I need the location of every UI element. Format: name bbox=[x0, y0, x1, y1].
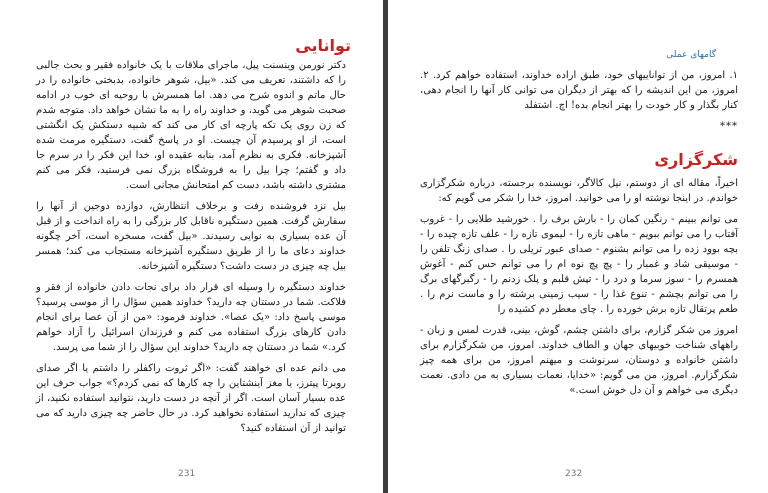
body-paragraph: امروز من شکر گزارم، برای داشتن چشم، گوش، بینی، قدرت لمس و زبان - راههای شناخت خوبیهای جهان و الطاف خداوند. امروز، من شکرگزارم برای داشتن خانواده و دوستان، سرنوشت و میهنم امروز، من برای همه چیز شکرگزارم. امروز، من می گویم: «خدایا، نعمات بسیاری به من دادی. نعمت دیگری می خواهم و آن دل خوش است.» bbox=[420, 325, 738, 396]
left-page bbox=[0, 0, 383, 493]
body-paragraph: می توانم ببینم - رنگین کمان را - بارش برف را . خورشید طلایی را - غروب آفتاب را می توانم ببویم - ماهی تازه را - لیموی تازه را - علف تازه چیده را - بچه بوود زده را می توانم بشنوم - صدای عبور تریلی را . صدای زنگ تلفن را - موسیقی شاد و غمبار را - پچ پچ نوه ام را می توانم حس کنم - آغوش همسرم را - سوز سرما و درد را - تپش قلبم و پلک زدنم را - رگبرگهای برگ را می توانم بچشم - تنوع غذا را - سیب زمینی برشته را و ماست نرم را . طعم پرتقال تازه برش خورده را . چای معطر دم کشیده را bbox=[420, 214, 738, 315]
body-paragraph: بیل نزد فروشنده رفت و برخلاف انتظارش، دوازده دوجین از آنها را سفارش گرفت. همین دستگیره ناقابل کار بزرگی را به راه انداخت و از قبل آن عده بسیاری به نوایی رسیدند. «بیل گفت، مسخره است، آخر چگونه خداوند دعای ما را از طریق دستگیره آشپزخانه مستجاب می کند؛ همسر بیل چه چیزی در دست داشت؟ دستگیره آشپزخانه. bbox=[36, 201, 347, 272]
body-paragraph: خداوند دستگیره را وسیله ای قرار داد برای نجات دادن خانواده از فقر و فلاکت. شما در دستتان چه دارید؟ خداوند همین سؤال را از موسی پرسید؟ موسی پاسخ داد: «یک عصا». خداوند فرمود: «من از آن عصا برای انجام دادن کارهای بزرگ استفاده می کنم و فرزندان اسرائیل را آزاد خواهم کرد.» شما در دستتان چه دارید؟ خداوند این سؤال را از شما می پرسد. bbox=[36, 282, 346, 353]
left-page-body bbox=[36, 58, 346, 442]
intro-paragraph: ۱. امروز، من از تواناییهای خود، طبق اراده خداوند، استفاده خواهم کرد. ۲. امروز، من این اندیشه را که بهتر از دیگران می توانی کار آنها را انجام دهی، کنار بگذار و کار خودت را بهتر انجام بده! اچ. اشتفلد bbox=[420, 70, 738, 111]
section-separator: *** bbox=[720, 121, 738, 132]
section-title: شکرگزاری bbox=[654, 150, 738, 169]
body-paragraph: دکتر نورمن وینسنت پیل، ماجرای ملاقات با یک خانواده فقیر و بحث جالبی را که داشتند، تعریف می کند. «بیل، شوهر خانواده، بدبختی خانواده را در حال ماتم و اندوه شرح می دهد. اما همسرش با روحیه ای خوب در ادامه صحبت شوهر می گوید، و خداوند راه را به ما نشان خواهد داد. متوجه شدم که زن روی یک تکه پارچه ای کار می کند که شبیه دستکش یک انگشتی است، از او پرسیدم آن چیست. او در پاسخ گفت، دستگیره مرمت شده آشپزخانه. فکری به نظرم آمد، بنابه عقیده او، خدا این فکر را در سرم جا داد و گفتم؛ چرا بیل را به فروشگاه بزرگ نمی فرستید، فکر می کنم مشتری داشته باشد، دست کم امتحانش مجانی است. bbox=[36, 60, 346, 191]
page-number: 232 bbox=[565, 469, 583, 479]
body-paragraph: اخیراً، مقاله ای از دوستم، نیل کالاگر، نویسنده برجسته، درباره شکرگزاری خواندم. در اینجا نوشته او را می خوانید. امروز، خدا را شکر می گویم که: bbox=[420, 178, 738, 204]
right-page-body bbox=[420, 68, 738, 404]
right-page bbox=[388, 0, 768, 493]
chapter-title: توانایی bbox=[295, 36, 351, 55]
page-number: 231 bbox=[178, 469, 196, 479]
running-head: گامهای عملی bbox=[666, 50, 716, 60]
body-paragraph: می دانم عده ای خواهند گفت: «اگر ثروت راکفلر را داشتم یا اگر صدای روبرتا پیترز، یا مغز آینشتاین را چه کارها که نمی کردم؟» جواب حرف این عده بسیار آسان است. اگر از آنچه در دست دارید، نتوانید استفاده نکنید، از چیزی که ندارید استفاده نخواهید کرد. در حال حاضر چه چیزی دارید که می توانید از آن استفاده کنید؟ bbox=[36, 363, 346, 434]
